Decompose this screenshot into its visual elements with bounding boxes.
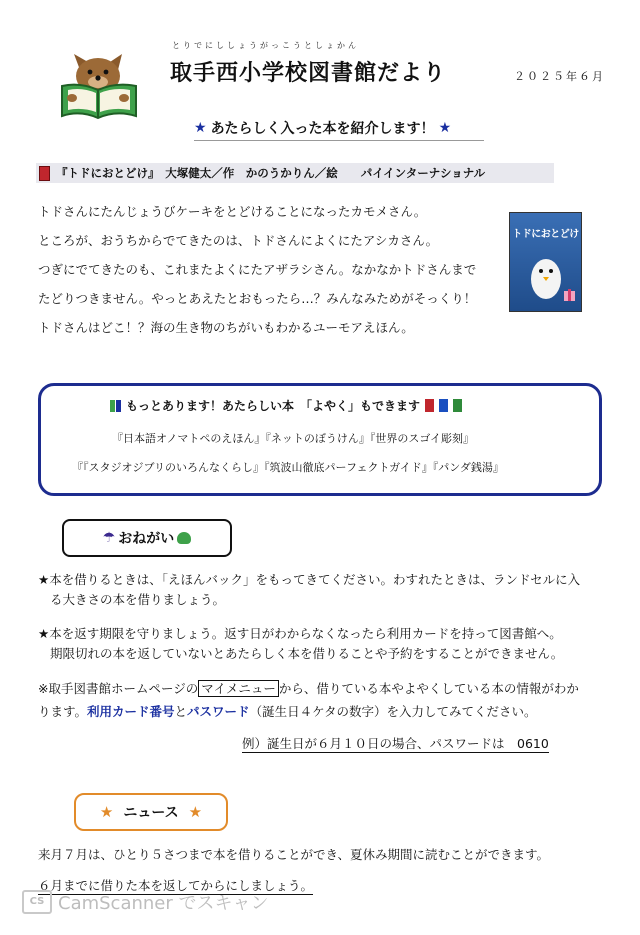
news-line-2: ６月までに借りた本を返してからにしましょう。: [38, 878, 314, 893]
camscanner-watermark: [22, 889, 269, 915]
news-heading: ニュース: [123, 805, 179, 821]
umbrella-icon: ☂: [102, 530, 116, 546]
red-book-icon: [39, 166, 50, 181]
more-books-row-2: 『『スタジオジブリのいろんなくらし』『筑波山徹底パーフェクトガイド』『パンダ銭湯』: [72, 461, 504, 474]
subtitle: あたらしく入った本を紹介します！: [210, 121, 435, 137]
more-books-heading: もっとあります！あたらしい本 「よやく」もできます: [126, 399, 421, 413]
blue-book-icon: [439, 399, 448, 412]
requests-heading: おねがい: [118, 531, 175, 547]
description-line: たどりつきません。やっとあえたとおもったら…？みんなみためがそっくり！: [38, 291, 477, 306]
books-icon: [110, 400, 115, 412]
description-line: つぎにでてきたのも、これまたよくにたアザラシさん。なかなかトドさんまで: [38, 262, 477, 277]
password-label: パスワード: [187, 704, 250, 719]
more-books-row-1: 『日本語オノマトペのえほん』『ネットのぼうけん』『世界のスゴイ彫刻』: [112, 432, 475, 445]
star-icon: ★: [99, 803, 114, 821]
page-title: 取手西小学校図書館だより: [170, 61, 447, 86]
request-item-1: [38, 574, 608, 607]
featured-description: [38, 206, 498, 351]
more-books-heading-row: [110, 397, 462, 414]
homepage-text: ※取手図書館ホームページの: [38, 681, 199, 696]
star-icon: ★: [188, 803, 203, 821]
featured-book-title: 『トドにおとどけ』 大塚健太／作 かのうかりん／絵 パイインターナショナル: [56, 166, 486, 180]
homepage-text: から、借りている本やよやくしている本の情報がわか: [278, 681, 579, 696]
request-text: ★本を借りるときは、「えほんバック」をもってきてください。わすれたときは、ランドセルに入: [38, 572, 581, 587]
cover-title: トドにおとどけ: [512, 229, 579, 240]
frog-icon: [177, 532, 191, 544]
news-line-1: 来月７月は、ひとり５さつまで本を借りることができ、夏休み期間に読むことができます。: [38, 847, 550, 862]
title-ruby: とりでにししょうがっこうとしょかん: [172, 41, 359, 50]
card-number-label: 利用カード番号: [87, 704, 175, 719]
request-text: ★本を返す期限を守りましょう。返す日がわからなくなったら利用カードを持って図書館へ。: [38, 626, 562, 641]
homepage-text: （誕生日４ケタの数字）を入力してみてください。: [249, 704, 537, 719]
subtitle-row: [194, 116, 484, 141]
star-icon: ★: [194, 120, 207, 136]
requests-heading-box: [62, 519, 232, 557]
watermark-text: CamScanner でスキャン: [58, 893, 269, 914]
request-text: 期限切れの本を返していないとあたらしく本を借りることや予約をすることができません。: [50, 646, 564, 661]
request-text: る大きさの本を借りましょう。: [50, 592, 226, 607]
homepage-text: ります。: [38, 704, 88, 719]
description-line: トドさんにたんじょうびケーキをとどけることになったカモメさん。: [38, 204, 427, 219]
description-line: ところが、おうちからでてきたのは、トドさんによくにたアシカさん。: [38, 233, 439, 248]
books-icon: [116, 400, 121, 412]
request-item-2: [38, 628, 608, 661]
homepage-note-line1: [38, 683, 618, 696]
issue-date: ２０２５年６月: [514, 70, 605, 83]
password-example: 例）誕生日が６月１０日の場合、パスワードは 0610: [242, 736, 549, 751]
star-icon: ★: [438, 120, 452, 136]
news-heading-box: [74, 793, 228, 831]
green-book-icon: [453, 399, 462, 412]
featured-book-line: [36, 163, 554, 183]
book-cover-image: [509, 212, 582, 312]
homepage-text: と: [174, 704, 188, 719]
camscanner-logo-icon: CS: [22, 890, 52, 914]
mascot-image: [58, 52, 140, 122]
my-menu-label: マイメニュー: [198, 680, 279, 697]
description-line: トドさんはどこ！？海の生き物のちがいもわかるユーモアえほん。: [38, 320, 414, 335]
homepage-note-line2: [38, 706, 618, 719]
red-book-icon: [425, 399, 434, 412]
